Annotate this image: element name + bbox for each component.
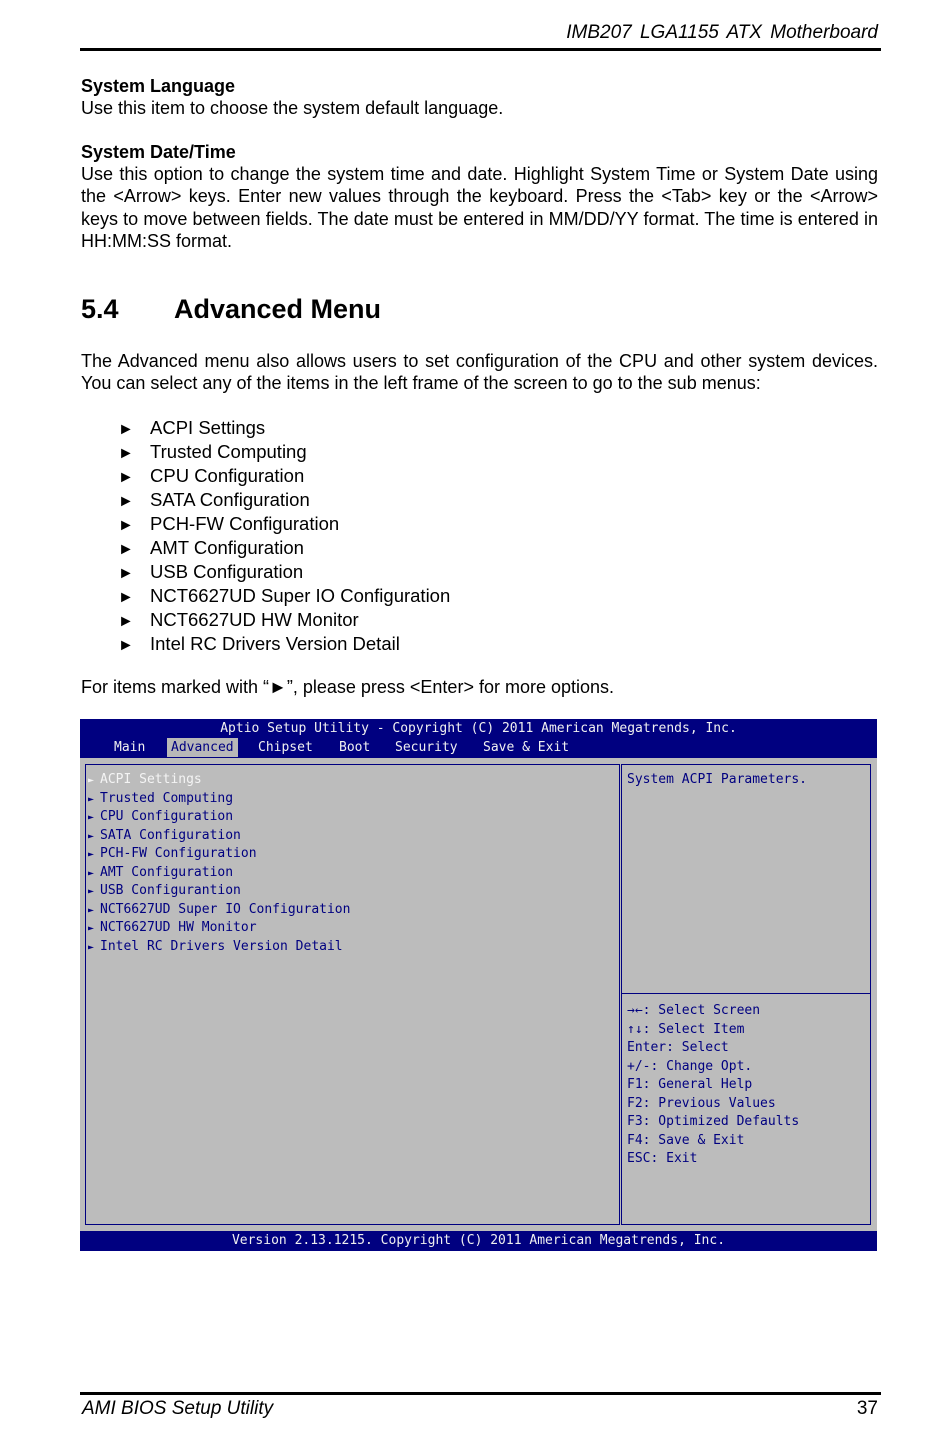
bullet-arrow-icon: ► <box>118 469 134 486</box>
tab-chipset[interactable]: Chipset <box>258 740 313 755</box>
system-language-title: System Language <box>81 76 236 96</box>
submenu-arrow-icon: ► <box>88 812 95 823</box>
bios-item-pch-fw-configuration[interactable]: ► PCH-FW Configuration <box>88 845 257 863</box>
bios-screenshot <box>80 719 877 1251</box>
advanced-intro: The Advanced menu also allows users to set configuration of the CPU and other system devices. You can select any of the items in the left frame of the screen to go to the sub menus: <box>81 351 878 394</box>
bios-key-hint: +/-: Change Opt. <box>627 1058 753 1074</box>
tab-save-exit[interactable]: Save & Exit <box>483 740 570 755</box>
bios-item-intel-rc-drivers[interactable]: ► Intel RC Drivers Version Detail <box>88 938 343 956</box>
list-item: ► AMT Configuration <box>118 536 450 560</box>
bullet-arrow-icon: ► <box>118 541 134 558</box>
bios-item-hw-monitor[interactable]: ► NCT6627UD HW Monitor <box>88 919 257 937</box>
list-item: ► NCT6627UD HW Monitor <box>118 608 450 632</box>
submenu-arrow-icon: ► <box>88 923 95 934</box>
bios-help-divider <box>621 993 870 994</box>
bios-key-hint: →←: Select Screen <box>627 1003 761 1018</box>
bullet-arrow-icon: ► <box>118 637 134 654</box>
advanced-items-list <box>118 416 450 656</box>
list-item: ► PCH-FW Configuration <box>118 512 450 536</box>
bullet-arrow-icon: ► <box>118 517 134 534</box>
page-number: 37 <box>856 1398 878 1419</box>
footer-title: AMI BIOS Setup Utility <box>82 1398 274 1419</box>
bios-key-hint: F4: Save & Exit <box>627 1132 745 1148</box>
bios-version-bar: Version 2.13.1215. Copyright (C) 2011 American Megatrends, Inc. <box>80 1231 877 1251</box>
list-item: ► USB Configuration <box>118 560 450 584</box>
list-item: ► Intel RC Drivers Version Detail <box>118 632 450 656</box>
tab-main[interactable]: Main <box>114 740 146 755</box>
list-item: ► ACPI Settings <box>118 416 450 440</box>
bullet-arrow-icon: ► <box>118 421 134 438</box>
enter-note: For items marked with “►”, please press <Enter> for more options. <box>81 677 615 697</box>
section-number: 5.4 <box>81 294 119 324</box>
bios-item-super-io-configuration[interactable]: ► NCT6627UD Super IO Configuration <box>88 901 350 919</box>
bios-item-acpi-settings[interactable]: ► ACPI Settings <box>88 771 202 789</box>
submenu-arrow-icon: ► <box>88 793 95 805</box>
submenu-arrow-icon: ► <box>88 830 95 842</box>
bullet-arrow-icon: ► <box>118 493 134 510</box>
system-datetime-text: Use this option to change the system time and date. Highlight System Time or System Date using the <Arrow> keys. Enter new values through the keyboard. Press the <Tab> key or the <Arrow> keys to move between fields. The date must be entered in MM/DD/YY format. The time is entered in HH:MM:SS format. <box>81 164 878 251</box>
footer-rule <box>80 1392 881 1395</box>
bios-item-cpu-configuration[interactable]: ► CPU Configuration <box>88 808 233 826</box>
bios-help-text: System ACPI Parameters. <box>627 772 808 787</box>
submenu-arrow-icon: ► <box>88 941 95 953</box>
bios-item-sata-configuration[interactable]: ► SATA Configuration <box>88 827 241 845</box>
bullet-arrow-icon: ► <box>118 613 134 630</box>
bullet-arrow-icon: ► <box>118 589 134 606</box>
section-heading-text: Advanced Menu <box>174 294 382 324</box>
bios-title: Aptio Setup Utility - Copyright (C) 2011 American Megatrends, Inc. <box>220 721 737 736</box>
bios-key-hint: F1: General Help <box>627 1077 753 1092</box>
list-item: ► Trusted Computing <box>118 440 450 464</box>
bullet-arrow-icon: ► <box>118 565 134 582</box>
submenu-arrow-icon: ► <box>88 904 95 916</box>
tab-security[interactable]: Security <box>395 740 458 755</box>
bios-key-hint: ↑↓: Select Item <box>627 1021 745 1037</box>
bios-item-trusted-computing[interactable]: ► Trusted Computing <box>88 790 233 808</box>
tab-advanced[interactable]: Advanced <box>167 738 238 757</box>
submenu-arrow-icon: ► <box>88 886 95 897</box>
header-rule <box>80 48 881 51</box>
tab-boot[interactable]: Boot <box>339 740 371 755</box>
bios-title-bar <box>80 719 877 758</box>
document-header-title: IMB207 LGA1155 ATX Motherboard <box>566 22 878 43</box>
submenu-arrow-icon: ► <box>88 775 95 786</box>
submenu-arrow-icon: ► <box>88 849 95 860</box>
bios-key-hint: ESC: Exit <box>627 1151 698 1166</box>
bios-item-amt-configuration[interactable]: ► AMT Configuration <box>88 864 233 882</box>
system-language-text: Use this item to choose the system default language. <box>81 98 504 118</box>
bios-item-usb-configuration[interactable]: ► USB Configurantion <box>88 882 241 900</box>
list-item: ► SATA Configuration <box>118 488 450 512</box>
section-heading <box>81 294 381 325</box>
bios-key-hint: F3: Optimized Defaults <box>627 1114 800 1129</box>
list-item: ► NCT6627UD Super IO Configuration <box>118 584 450 608</box>
bios-key-hint: Enter: Select <box>627 1040 729 1055</box>
bios-key-hint: F2: Previous Values <box>627 1095 776 1111</box>
bullet-arrow-icon: ► <box>118 445 134 462</box>
submenu-arrow-icon: ► <box>88 867 95 879</box>
system-datetime-title: System Date/Time <box>81 142 236 162</box>
list-item: ► CPU Configuration <box>118 464 450 488</box>
